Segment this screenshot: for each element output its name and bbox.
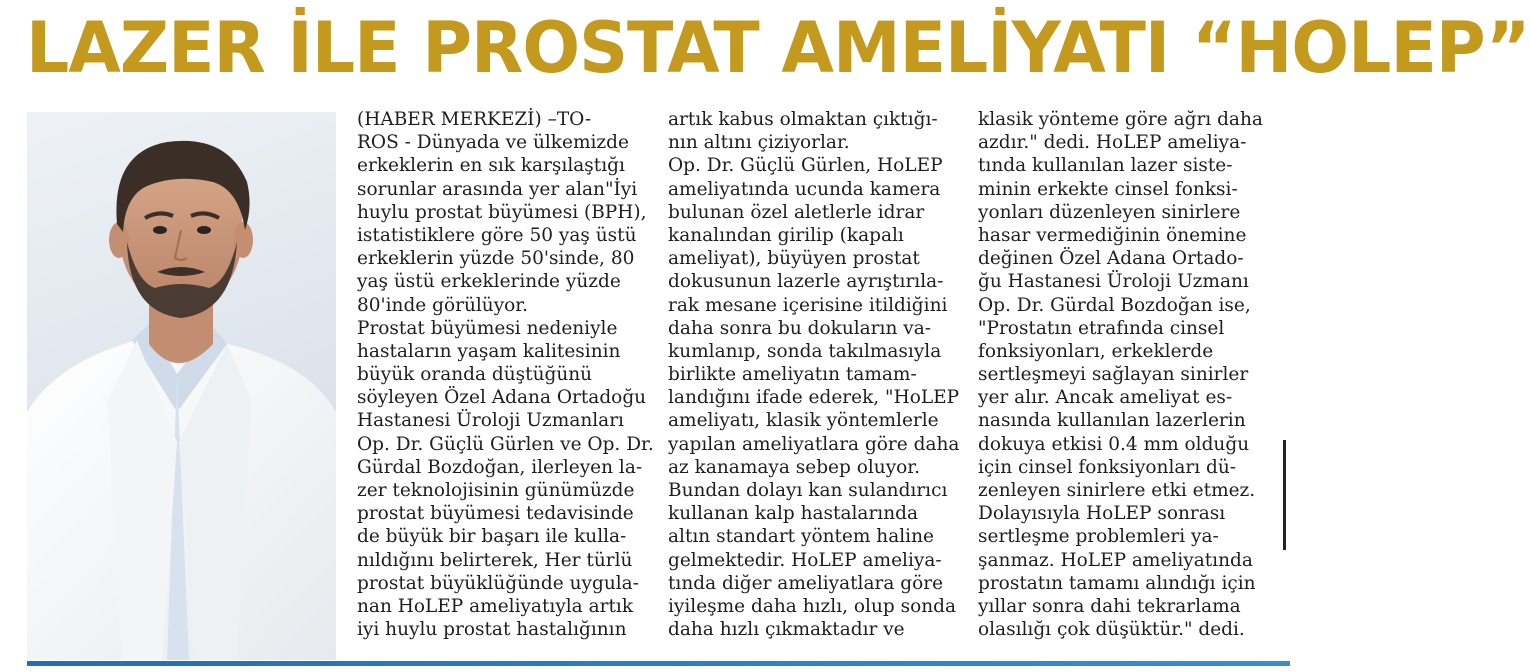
text-line: azdır." dedi. HoLEP ameliya- bbox=[978, 132, 1247, 154]
text-line: istatistiklere göre 50 yaş üstü bbox=[357, 224, 637, 246]
text-line: daha hızlı çıkmaktadır ve bbox=[668, 619, 905, 641]
text-line: için cinsel fonksiyonları dü- bbox=[978, 456, 1237, 478]
text-line: daha sonra bu dokuların va- bbox=[668, 317, 931, 339]
article-column-3 bbox=[978, 108, 1278, 641]
text-line: nasında kullanılan lazerlerin bbox=[978, 410, 1246, 432]
text-line: landığını ifade ederek, "HoLEP bbox=[668, 387, 960, 409]
text-line: ğu Hastanesi Üroloji Uzmanı bbox=[978, 271, 1249, 293]
text-line: prostatın tamamı alındığı için bbox=[978, 572, 1256, 594]
text-line: "Prostatın etrafında cinsel bbox=[978, 317, 1225, 339]
text-line: iyileşme daha hızlı, olup sonda bbox=[668, 595, 956, 617]
text-line: erkeklerin en sık karşılaştığı bbox=[357, 155, 625, 177]
text-line: büyük oranda düştüğünü bbox=[357, 364, 593, 386]
text-line: tında kullanılan lazer siste- bbox=[978, 155, 1233, 177]
text-line: nıldığını belirterek, Her türlü bbox=[357, 549, 633, 571]
text-line: Op. Dr. Güçlü Gürlen, HoLEP bbox=[668, 155, 943, 177]
text-line: kumlanıp, sonda takılmasıyla bbox=[668, 340, 942, 362]
article-column-2 bbox=[668, 108, 968, 641]
text-line: yer alır. Ancak ameliyat es- bbox=[978, 387, 1233, 409]
text-line: yonları düzenleyen sinirlere bbox=[978, 201, 1241, 223]
text-line: hastaların yaşam kalitesinin bbox=[357, 340, 621, 362]
text-line: zer teknolojisinin günümüzde bbox=[357, 480, 635, 501]
text-line: ROS - Dünyada ve ülkemizde bbox=[357, 132, 629, 154]
column-edge-mark bbox=[1283, 440, 1286, 550]
text-line: söyleyen Özel Adana Ortadoğu bbox=[357, 387, 647, 409]
text-line: yapılan ameliyatlara göre daha bbox=[668, 433, 960, 455]
text-line: sertleşme problemleri ya- bbox=[978, 526, 1219, 548]
text-line: değinen Özel Adana Ortado- bbox=[978, 248, 1244, 270]
text-line: dokusunun lazerle ayrıştırıla- bbox=[668, 271, 944, 293]
text-line: dokuya etkisi 0.4 mm olduğu bbox=[978, 433, 1250, 455]
text-line: nın altını çiziyorlar. bbox=[668, 132, 850, 154]
text-line: az kanamaya sebep oluyor. bbox=[668, 456, 920, 478]
text-line: 80'inde görülüyor. bbox=[357, 294, 528, 316]
text-line: Op. Dr. Güçlü Gürlen ve Op. Dr. bbox=[357, 433, 654, 455]
text-line: olasılığı çok düşüktür." dedi. bbox=[978, 619, 1245, 641]
text-line: Dolayısıyla HoLEP sonrası bbox=[978, 503, 1226, 525]
doctor-portrait-illustration bbox=[27, 112, 336, 660]
text-line: klasik yönteme göre ağrı daha bbox=[978, 109, 1263, 130]
text-line: Hastanesi Üroloji Uzmanları bbox=[357, 410, 624, 432]
text-line: iyi huylu prostat hastalığının bbox=[357, 619, 627, 641]
text-line: rak mesane içerisine itildiğini bbox=[668, 294, 948, 316]
text-line: ameliyatında ucunda kamera bbox=[668, 178, 941, 200]
text-line: prostat büyüklüğünde uygula- bbox=[357, 572, 639, 594]
text-line: altın standart yöntem haline bbox=[668, 526, 934, 548]
text-line: Gürdal Bozdoğan, ilerleyen la- bbox=[357, 456, 643, 478]
text-line: hasar vermediğinin önemine bbox=[978, 224, 1247, 246]
text-line: şanmaz. HoLEP ameliyatında bbox=[978, 549, 1253, 571]
text-line: bulunan özel aletlerle idrar bbox=[668, 201, 925, 223]
text-line: Bundan dolayı kan sulandırıcı bbox=[668, 480, 948, 501]
text-line: minin erkekte cinsel fonksi- bbox=[978, 178, 1238, 200]
text-line: tında diğer ameliyatlara göre bbox=[668, 572, 944, 594]
text-line: prostat büyümesi tedavisinde bbox=[357, 503, 634, 525]
text-line: huylu prostat büyümesi (BPH), bbox=[357, 201, 647, 223]
text-line: kullanan kalp hastalarında bbox=[668, 503, 919, 525]
text-line: Op. Dr. Gürdal Bozdoğan ise, bbox=[978, 294, 1251, 316]
text-line: (HABER MERKEZİ) –TO- bbox=[357, 109, 592, 130]
text-line: fonksiyonları, erkeklerde bbox=[978, 340, 1214, 362]
text-line: sertleşmeyi sağlayan sinirler bbox=[978, 364, 1249, 386]
text-line: birlikte ameliyatın tamam- bbox=[668, 364, 917, 386]
text-line: de büyük bir başarı ile kulla- bbox=[357, 526, 627, 548]
bottom-divider bbox=[27, 661, 1290, 666]
text-line: sorunlar arasında yer alan"İyi bbox=[357, 178, 638, 200]
text-line: zenleyen sinirlere etki etmez. bbox=[978, 480, 1256, 501]
text-line: artık kabus olmaktan çıktığı- bbox=[668, 109, 938, 130]
text-line: Prostat büyümesi nedeniyle bbox=[357, 317, 618, 339]
text-line: nan HoLEP ameliyatıyla artık bbox=[357, 595, 634, 617]
article-headline: LAZER İLE PROSTAT AMELİYATI “HOLEP” bbox=[26, 7, 1530, 89]
text-line: kanalından girilip (kapalı bbox=[668, 224, 904, 246]
text-line: gelmektedir. HoLEP ameliya- bbox=[668, 549, 942, 571]
text-line: yıllar sonra dahi tekrarlama bbox=[978, 595, 1241, 617]
text-line: yaş üstü erkeklerinde yüzde bbox=[357, 271, 621, 293]
text-line: ameliyat), büyüyen prostat bbox=[668, 248, 920, 270]
text-line: erkeklerin yüzde 50'sinde, 80 bbox=[357, 248, 635, 270]
article-column-1 bbox=[357, 108, 657, 641]
doctor-photo bbox=[27, 112, 336, 660]
text-line: ameliyatı, klasik yöntemlerle bbox=[668, 410, 939, 432]
